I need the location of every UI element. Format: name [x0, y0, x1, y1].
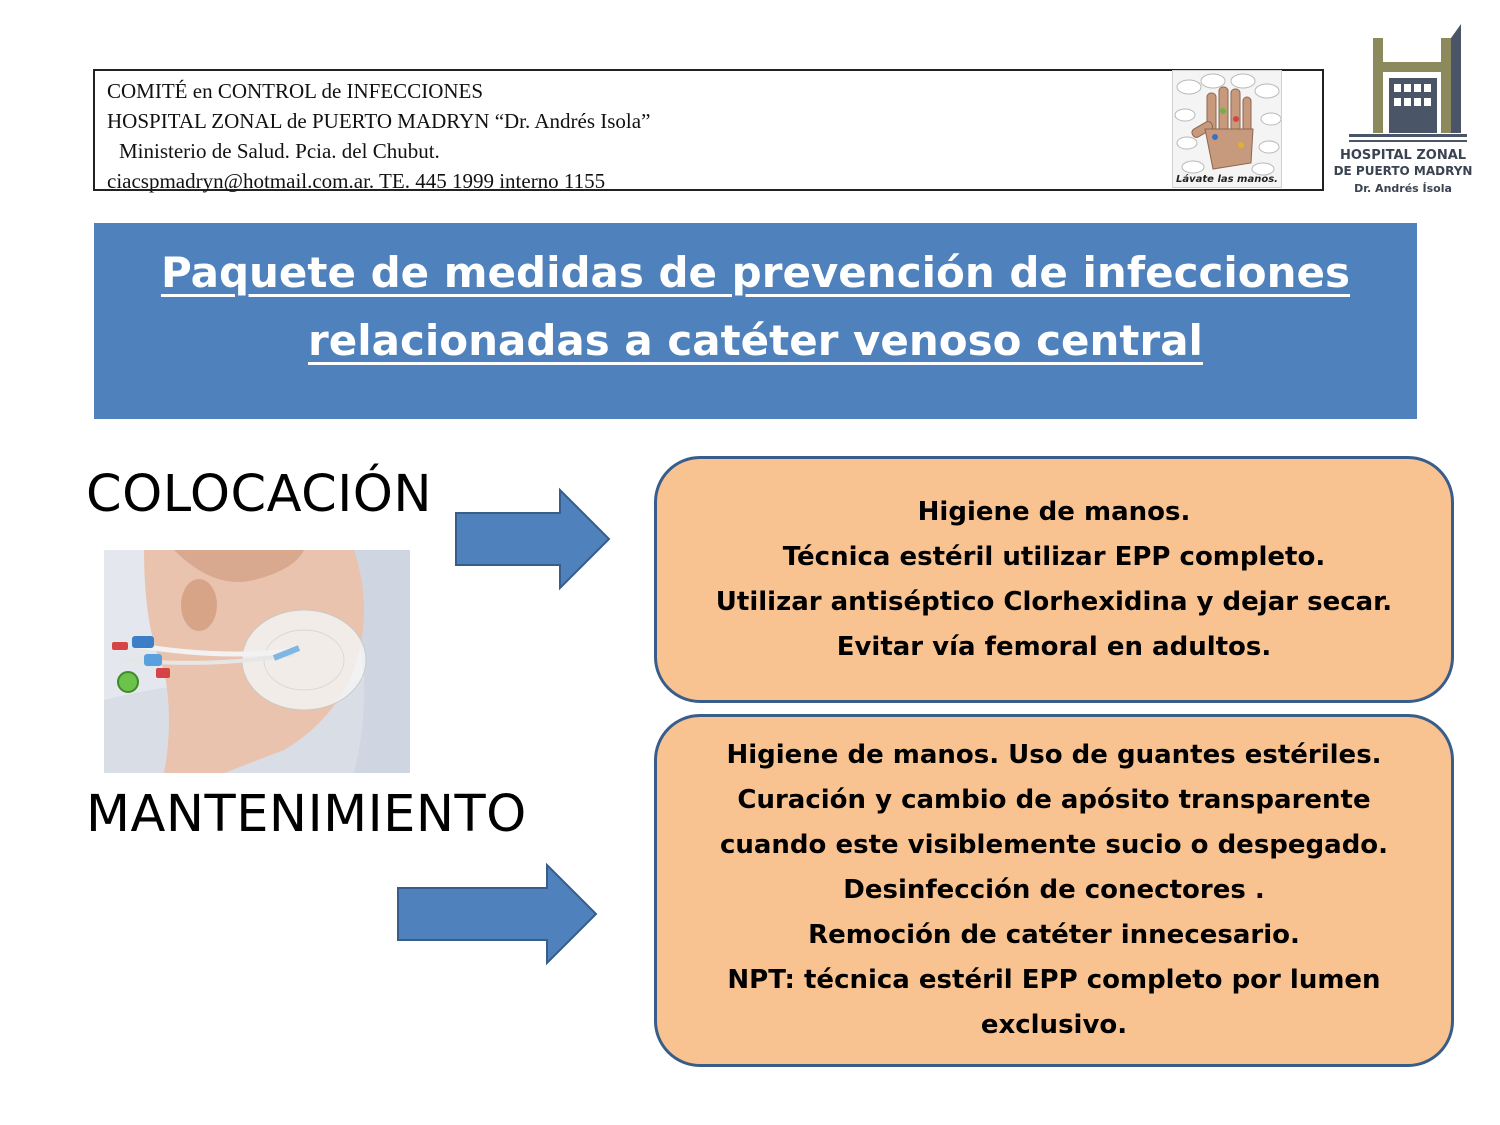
logo-line-2: DE PUERTO MADRYN — [1333, 164, 1473, 178]
mantenimiento-item: Higiene de manos. Uso de guantes estériles. — [726, 740, 1382, 770]
mantenimiento-label: MANTENIMIENTO — [86, 785, 527, 844]
page-title — [94, 239, 1417, 375]
title-line-2: relacionadas a catéter venoso central — [308, 316, 1203, 365]
colocacion-item: Técnica estéril utilizar EPP completo. — [782, 541, 1326, 572]
colocacion-item: Evitar vía femoral en adultos. — [836, 631, 1272, 662]
mantenimiento-item: cuando este visiblemente sucio o despegado. — [719, 830, 1389, 860]
title-band — [94, 223, 1417, 419]
logo-line-1: HOSPITAL ZONAL — [1339, 148, 1467, 163]
hospital-building-icon — [1333, 20, 1473, 145]
colocacion-item: Higiene de manos. — [917, 496, 1191, 527]
header-line-committee: COMITÉ en CONTROL de INFECCIONES — [107, 79, 484, 103]
hand-icon — [1173, 71, 1282, 188]
right-arrow-icon — [452, 487, 614, 591]
colocacion-item: Utilizar antiséptico Clorhexidina y dejar secar. — [715, 586, 1393, 617]
catheter-neck-photo — [104, 550, 410, 773]
logo-line-3: Dr. Andrés Ísola — [1354, 182, 1452, 195]
mantenimiento-box — [654, 714, 1454, 1067]
title-line-1: Paquete de medidas de prevención de infecciones — [160, 248, 1351, 297]
mantenimiento-item: Remoción de catéter innecesario. — [808, 920, 1300, 950]
colocacion-label: COLOCACIÓN — [86, 465, 433, 524]
mantenimiento-item: Desinfección de conectores . — [843, 875, 1265, 905]
mantenimiento-item: NPT: técnica estéril EPP completo por lumen — [727, 965, 1381, 995]
header-line-hospital: HOSPITAL ZONAL de PUERTO MADRYN “Dr. Andrés Isola” — [107, 109, 651, 133]
header-lines — [107, 76, 650, 196]
mantenimiento-item: exclusivo. — [980, 1010, 1128, 1040]
catheter-photo-icon — [104, 550, 410, 773]
header-box — [93, 69, 1324, 191]
header-line-ministry: Ministerio de Salud. Pcia. del Chubut. — [119, 139, 440, 163]
hospital-logo — [1333, 20, 1473, 220]
hand-hygiene-poster — [1172, 70, 1282, 188]
poster-caption: Lávate las manos. — [1176, 174, 1278, 185]
colocacion-box — [654, 456, 1454, 703]
mantenimiento-item: Curación y cambio de apósito transparente — [737, 785, 1371, 815]
header-line-contact: ciacspmadryn@hotmail.com.ar. TE. 445 1999 interno 1155 — [107, 169, 606, 193]
right-arrow-icon — [395, 862, 601, 966]
